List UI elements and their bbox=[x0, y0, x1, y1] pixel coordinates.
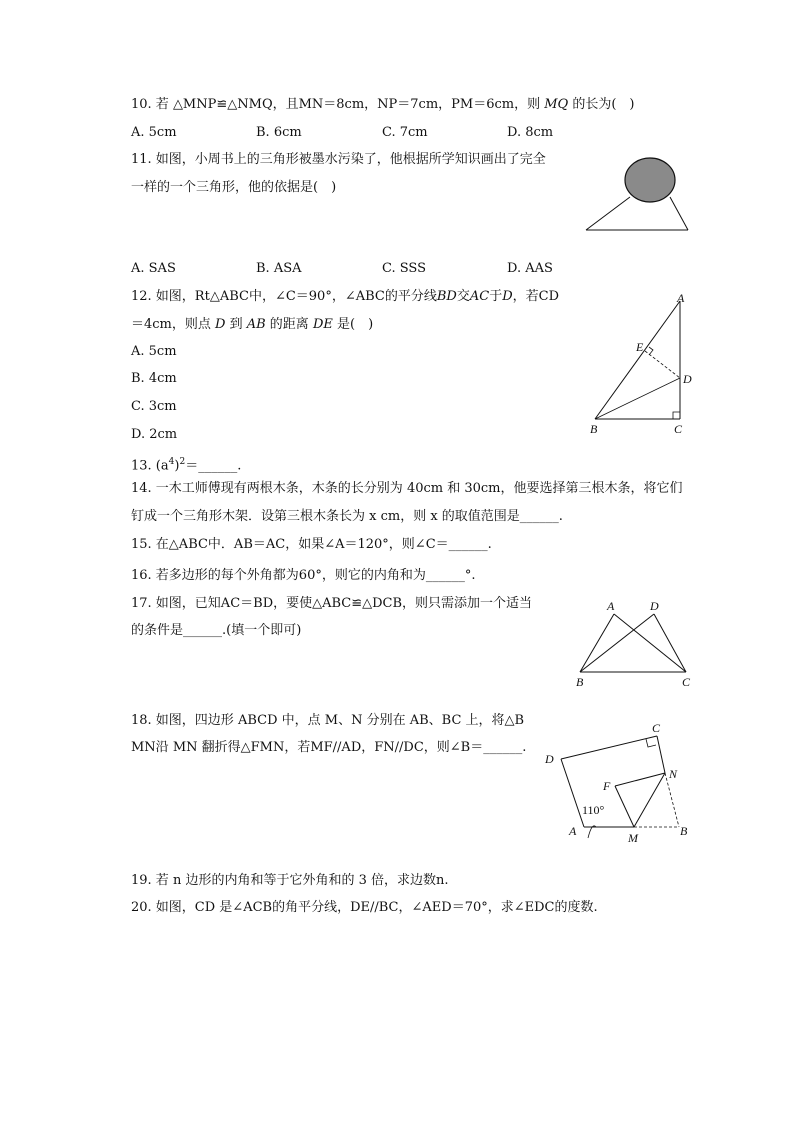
q11-triangle-left-side bbox=[586, 197, 630, 230]
q12-option-b: B. 4cm bbox=[131, 371, 177, 386]
q19-stem: 19. 若 n 边形的内角和等于它外角和的 3 倍，求边数n. bbox=[131, 873, 449, 888]
q12-perpendicular-de bbox=[645, 351, 680, 378]
q18-label-n: N bbox=[669, 767, 678, 781]
q11-triangle-right-side bbox=[670, 197, 688, 230]
q18-label-b: B bbox=[680, 824, 688, 838]
q12-option-a: A. 5cm bbox=[131, 344, 177, 359]
q18-angle-a: 110° bbox=[582, 803, 605, 817]
q11-figure bbox=[584, 155, 694, 235]
q17-label-c: C bbox=[682, 675, 691, 689]
q12-stem-line2: ＝4cm，则点 D 到 AB 的距离 DE 是( ) bbox=[131, 317, 374, 332]
q18-figure bbox=[542, 720, 702, 850]
q17-label-a: A bbox=[607, 599, 615, 613]
q17-stem-line1: 17. 如图，已知AC＝BD，要使△ABC≌△DCB，则只需添加一个适当 bbox=[131, 596, 533, 611]
q12-option-d: D. 2cm bbox=[131, 427, 178, 442]
q18-fold-mn bbox=[634, 773, 665, 827]
q18-side-dc bbox=[561, 736, 657, 759]
q12-label-d: D bbox=[683, 372, 692, 386]
q16-stem: 16. 若多边形的每个外角都为60°，则它的内角和为______°. bbox=[131, 568, 476, 583]
q11-option-d: D. AAS bbox=[507, 261, 553, 276]
q18-dashed-nb bbox=[665, 773, 679, 827]
q20-stem: 20. 如图，CD 是∠ACB的角平分线，DE//BC，∠AED＝70°，求∠EDC的度数. bbox=[131, 900, 598, 915]
q12-side-ab bbox=[595, 301, 680, 419]
q12-label-a: A bbox=[677, 291, 685, 305]
q18-label-a: A bbox=[569, 824, 577, 838]
q18-label-c: C bbox=[652, 721, 661, 735]
q18-side-fm bbox=[615, 786, 634, 827]
q11-option-a: A. SAS bbox=[131, 261, 176, 276]
q14-stem-line2: 钉成一个三角形木架．设第三根木条长为 x cm，则 x 的取值范围是______. bbox=[131, 509, 563, 524]
q10-option-a: A. 5cm bbox=[131, 125, 177, 140]
q12-label-c: C bbox=[674, 422, 683, 436]
q18-label-f: F bbox=[603, 779, 611, 793]
q12-stem-line1: 12. 如图，Rt△ABC中，∠C＝90°，∠ABC的平分线BD交AC于D，若CD bbox=[131, 289, 560, 304]
q10-option-b: B. 6cm bbox=[256, 125, 302, 140]
q11-ink-blot bbox=[625, 158, 675, 202]
q11-stem-line1: 11. 如图，小周书上的三角形被墨水污染了，他根据所学知识画出了完全 bbox=[131, 152, 546, 167]
q17-side-bd bbox=[580, 614, 654, 672]
q18-angle-arc-a bbox=[588, 826, 596, 838]
q12-label-e: E bbox=[636, 340, 644, 354]
q17-side-ac bbox=[614, 614, 686, 672]
q12-right-angle-e bbox=[649, 347, 653, 355]
q17-label-d: D bbox=[650, 599, 659, 613]
q15-stem: 15. 在△ABC中．AB＝AC，如果∠A＝120°，则∠C＝______. bbox=[131, 537, 492, 552]
q12-label-b: B bbox=[590, 422, 598, 436]
q18-side-cn bbox=[657, 736, 665, 773]
q18-label-d: D bbox=[545, 752, 554, 766]
q10-mq: MQ bbox=[544, 97, 569, 112]
q12-right-angle-c bbox=[673, 412, 680, 419]
q18-stem-line2: MN沿 MN 翻折得△FMN，若MF//AD，FN//DC，则∠B＝______. bbox=[131, 740, 527, 755]
q10-stem: 10. 若 △MNP≌△NMQ，且MN＝8cm，NP＝7cm，PM＝6cm，则 MQ 的长为( ) bbox=[131, 97, 635, 112]
q17-side-dc bbox=[654, 614, 686, 672]
q13-stem: 13. $(a^4)^2=\_\_\_\_\_\_$. bbox=[131, 457, 242, 474]
q18-label-m: M bbox=[628, 831, 638, 845]
q17-figure bbox=[574, 598, 694, 693]
q12-option-c: C. 3cm bbox=[131, 399, 177, 414]
q12-figure bbox=[586, 292, 706, 442]
q11-option-c: C. SSS bbox=[382, 261, 427, 276]
q17-label-b: B bbox=[576, 675, 584, 689]
q11-option-b: B. ASA bbox=[256, 261, 302, 276]
q17-stem-line2: 的条件是______.(填一个即可) bbox=[131, 623, 302, 638]
q18-side-fn bbox=[615, 773, 665, 786]
q17-side-ba bbox=[580, 614, 614, 672]
q18-stem-line1: 18. 如图，四边形 ABCD 中，点 M、N 分别在 AB、BC 上，将△B bbox=[131, 713, 525, 728]
q12-bisector-bd bbox=[595, 378, 680, 419]
q14-stem-line1: 14. 一木工师傅现有两根木条，木条的长分别为 40cm 和 30cm，他要选择第三根木条，将它们 bbox=[131, 481, 683, 496]
q18-side-da bbox=[561, 759, 584, 827]
q18-right-angle-c bbox=[646, 739, 656, 747]
q11-stem-line2: 一样的一个三角形，他的依据是( ) bbox=[131, 180, 337, 195]
q10-option-c: C. 7cm bbox=[382, 125, 428, 140]
q10-option-d: D. 8cm bbox=[507, 125, 554, 140]
